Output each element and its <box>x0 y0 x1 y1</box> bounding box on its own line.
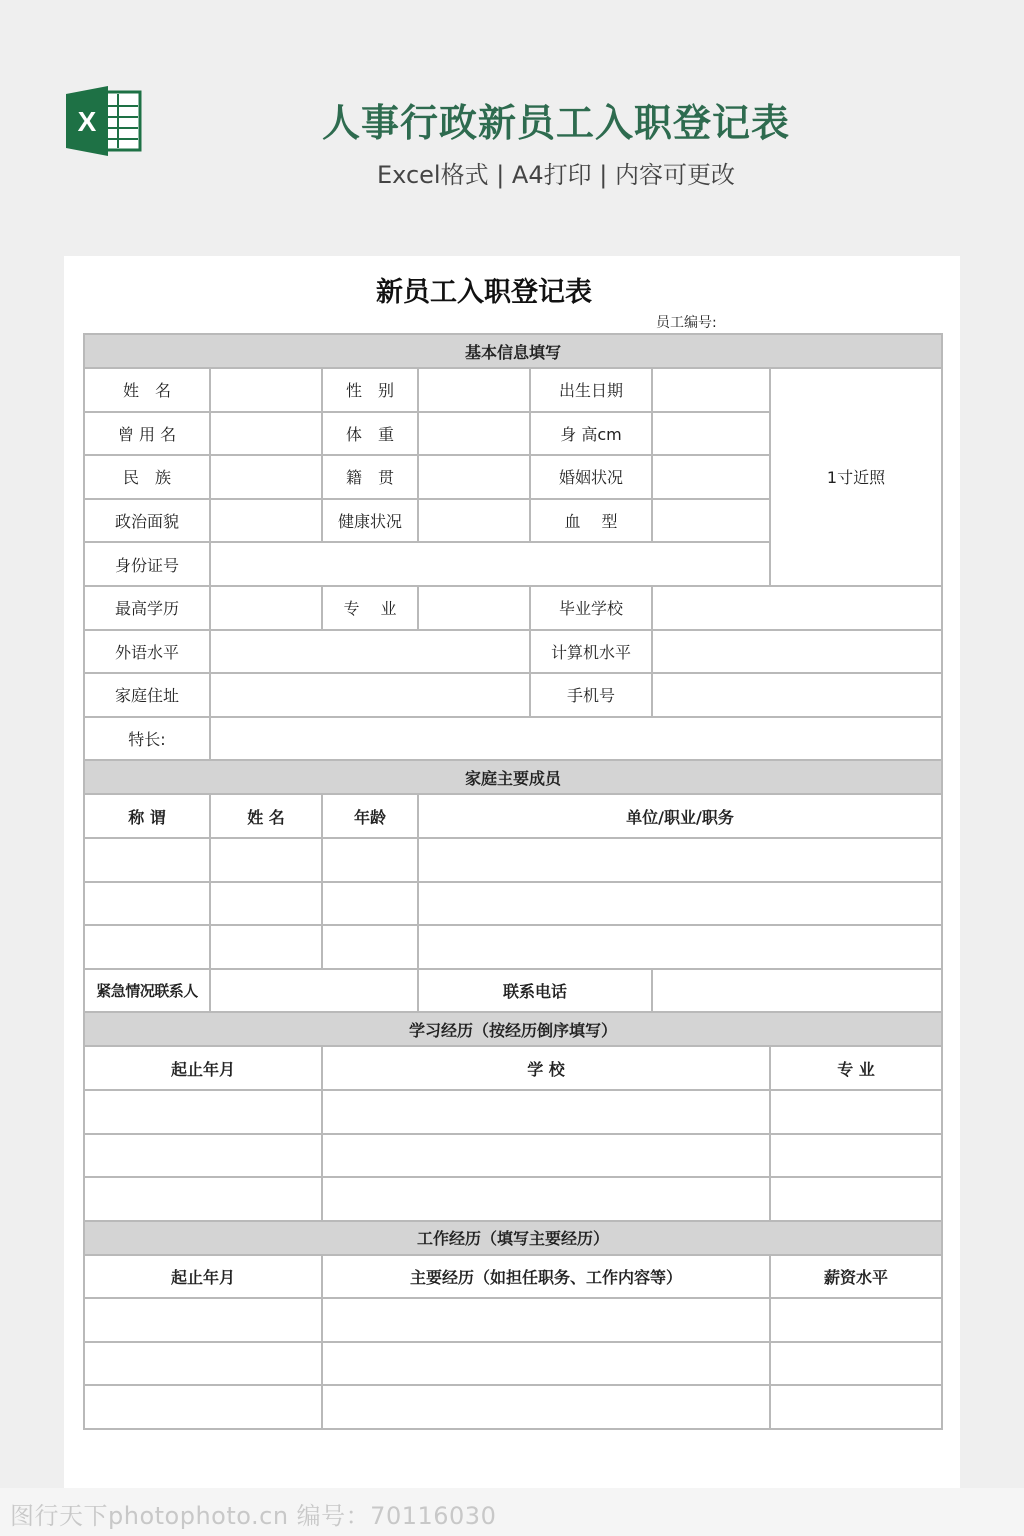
label-height: 身 高cm <box>530 412 652 456</box>
input-cell-specialty[interactable] <box>210 717 942 761</box>
input-cell-graduate-school[interactable] <box>652 586 942 630</box>
form-title: 新员工入职登记表 <box>376 277 592 308</box>
label-ethnicity: 民 族 <box>84 455 210 499</box>
education-cell-period[interactable] <box>84 1177 322 1221</box>
table-row <box>84 794 942 838</box>
input-cell-political-status[interactable] <box>210 499 322 543</box>
education-header-major: 专 业 <box>770 1046 942 1090</box>
family-header-age: 年龄 <box>322 794 418 838</box>
label-political-status: 政治面貌 <box>84 499 210 543</box>
family-cell-relation[interactable] <box>84 838 210 882</box>
page-subtitle: Excel格式 | A4打印 | 内容可更改 <box>377 161 735 189</box>
photo-cell[interactable]: 1寸近照 <box>770 368 942 586</box>
work-header-experience: 主要经历（如担任职务、工作内容等） <box>322 1255 770 1299</box>
work-cell-salary[interactable] <box>770 1385 942 1429</box>
input-cell-language-level[interactable] <box>210 630 530 674</box>
table-row <box>84 1298 942 1342</box>
input-cell-blood-type[interactable] <box>652 499 770 543</box>
page-header <box>0 0 1024 250</box>
table-row <box>84 1342 942 1386</box>
family-cell-employer[interactable] <box>418 838 942 882</box>
section-row-family <box>84 760 942 794</box>
family-cell-age[interactable] <box>322 838 418 882</box>
input-cell-gender[interactable] <box>418 368 530 412</box>
table-row <box>84 1134 942 1178</box>
family-header-relation: 称 谓 <box>84 794 210 838</box>
section-header-education: 学习经历（按经历倒序填写） <box>84 1012 942 1046</box>
input-cell-height[interactable] <box>652 412 770 456</box>
work-cell-experience[interactable] <box>322 1342 770 1386</box>
education-cell-major[interactable] <box>770 1177 942 1221</box>
table-row <box>84 1385 942 1429</box>
family-header-employer: 单位/职业/职务 <box>418 794 942 838</box>
family-cell-name[interactable] <box>210 925 322 969</box>
education-cell-major[interactable] <box>770 1090 942 1134</box>
family-cell-name[interactable] <box>210 838 322 882</box>
registration-table <box>83 333 943 1430</box>
family-cell-name[interactable] <box>210 882 322 926</box>
input-cell-health[interactable] <box>418 499 530 543</box>
section-header-basic: 基本信息填写 <box>84 334 942 368</box>
education-header-period: 起止年月 <box>84 1046 322 1090</box>
employee-number-label: 员工编号: <box>656 315 717 331</box>
input-cell-major[interactable] <box>418 586 530 630</box>
table-row <box>84 882 942 926</box>
table-row <box>84 717 942 761</box>
table-row <box>84 586 942 630</box>
table-row <box>84 630 942 674</box>
input-cell-marital-status[interactable] <box>652 455 770 499</box>
family-header-name: 姓 名 <box>210 794 322 838</box>
education-cell-school[interactable] <box>322 1134 770 1178</box>
label-marital-status: 婚姻状况 <box>530 455 652 499</box>
table-row <box>84 1255 942 1299</box>
label-education-level: 最高学历 <box>84 586 210 630</box>
label-computer-level: 计算机水平 <box>530 630 652 674</box>
family-cell-relation[interactable] <box>84 882 210 926</box>
table-row <box>84 1090 942 1134</box>
input-cell-contact-phone[interactable] <box>652 969 942 1013</box>
section-row-education <box>84 1012 942 1046</box>
table-row <box>84 838 942 882</box>
label-major: 专 业 <box>322 586 418 630</box>
family-cell-employer[interactable] <box>418 925 942 969</box>
family-cell-age[interactable] <box>322 925 418 969</box>
watermark-text: 图行天下photophoto.cn 编号：70116030 <box>10 1502 497 1530</box>
input-cell-computer-level[interactable] <box>652 630 942 674</box>
education-cell-period[interactable] <box>84 1090 322 1134</box>
table-row <box>84 969 942 1013</box>
work-cell-experience[interactable] <box>322 1385 770 1429</box>
input-cell-birth-date[interactable] <box>652 368 770 412</box>
table-row <box>84 925 942 969</box>
input-cell-name[interactable] <box>210 368 322 412</box>
education-cell-school[interactable] <box>322 1090 770 1134</box>
label-blood-type: 血 型 <box>530 499 652 543</box>
label-name: 姓 名 <box>84 368 210 412</box>
input-cell-weight[interactable] <box>418 412 530 456</box>
label-home-address: 家庭住址 <box>84 673 210 717</box>
page-title: 人事行政新员工入职登记表 <box>321 101 790 145</box>
input-cell-ethnicity[interactable] <box>210 455 322 499</box>
label-weight: 体 重 <box>322 412 418 456</box>
input-cell-native-place[interactable] <box>418 455 530 499</box>
table-row <box>84 1046 942 1090</box>
label-health: 健康状况 <box>322 499 418 543</box>
education-header-school: 学 校 <box>322 1046 770 1090</box>
work-header-salary: 薪资水平 <box>770 1255 942 1299</box>
education-cell-school[interactable] <box>322 1177 770 1221</box>
label-former-name: 曾 用 名 <box>84 412 210 456</box>
form-sheet <box>64 256 960 1488</box>
work-cell-period[interactable] <box>84 1342 322 1386</box>
family-cell-age[interactable] <box>322 882 418 926</box>
label-native-place: 籍 贯 <box>322 455 418 499</box>
family-cell-employer[interactable] <box>418 882 942 926</box>
section-header-family: 家庭主要成员 <box>84 760 942 794</box>
excel-icon <box>66 86 142 156</box>
input-cell-emergency-contact[interactable] <box>210 969 418 1013</box>
table-row <box>84 1177 942 1221</box>
label-specialty: 特长: <box>84 717 210 761</box>
work-cell-experience[interactable] <box>322 1298 770 1342</box>
input-cell-mobile[interactable] <box>652 673 942 717</box>
education-cell-major[interactable] <box>770 1134 942 1178</box>
input-cell-education-level[interactable] <box>210 586 322 630</box>
section-header-work: 工作经历（填写主要经历） <box>84 1221 942 1255</box>
excel-icon-letter: X <box>77 106 97 137</box>
label-mobile: 手机号 <box>530 673 652 717</box>
label-birth-date: 出生日期 <box>530 368 652 412</box>
label-contact-phone: 联系电话 <box>418 969 652 1013</box>
label-id-number: 身份证号 <box>84 542 210 586</box>
table-row <box>84 368 942 412</box>
work-header-period: 起止年月 <box>84 1255 322 1299</box>
label-graduate-school: 毕业学校 <box>530 586 652 630</box>
family-cell-relation[interactable] <box>84 925 210 969</box>
work-cell-period[interactable] <box>84 1385 322 1429</box>
label-emergency-contact: 紧急情况联系人 <box>84 969 210 1013</box>
work-cell-period[interactable] <box>84 1298 322 1342</box>
section-row-work <box>84 1221 942 1255</box>
work-cell-salary[interactable] <box>770 1342 942 1386</box>
input-cell-id-number[interactable] <box>210 542 770 586</box>
label-gender: 性 别 <box>322 368 418 412</box>
input-cell-former-name[interactable] <box>210 412 322 456</box>
section-row-basic <box>84 334 942 368</box>
education-cell-period[interactable] <box>84 1134 322 1178</box>
table-row <box>84 673 942 717</box>
label-language-level: 外语水平 <box>84 630 210 674</box>
input-cell-home-address[interactable] <box>210 673 530 717</box>
work-cell-salary[interactable] <box>770 1298 942 1342</box>
